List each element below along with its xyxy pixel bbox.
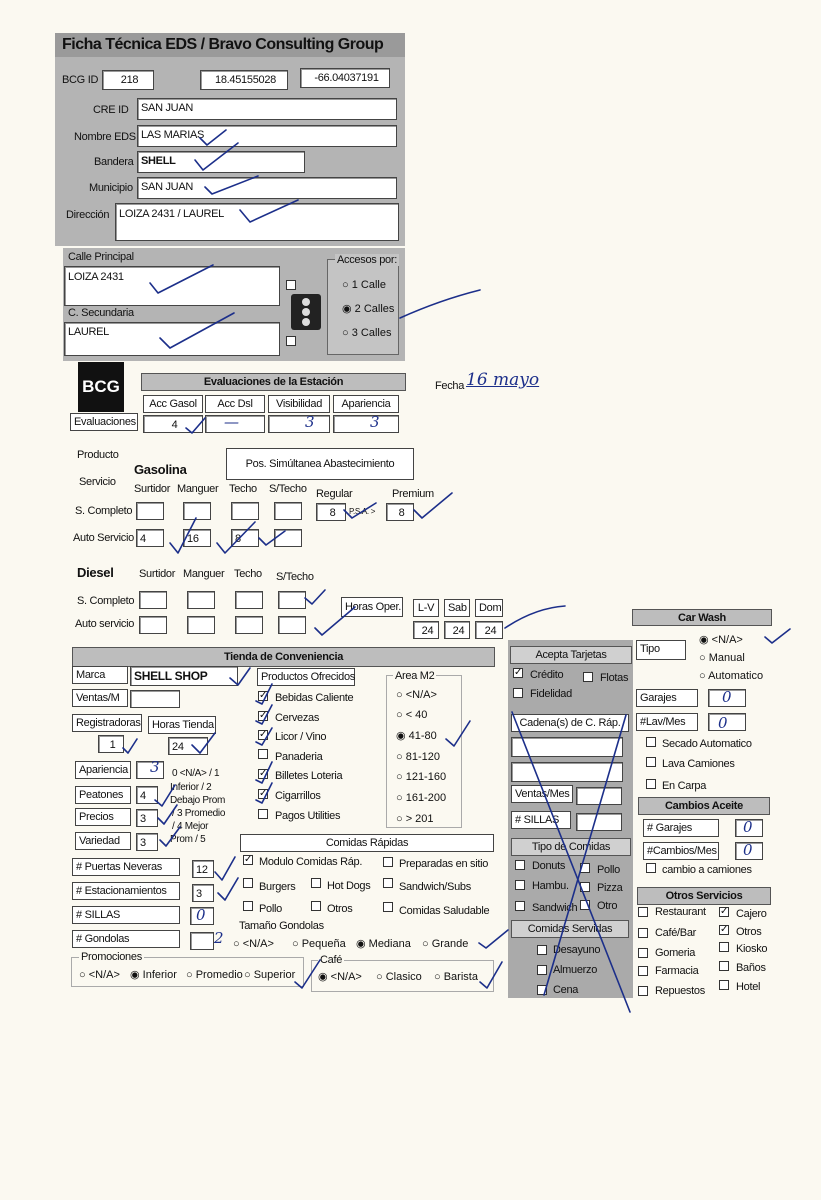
gondolas-hand: 2 — [214, 929, 224, 947]
area-radio-201[interactable]: ○ > 201 — [396, 813, 434, 825]
estac-field[interactable]: 3 — [192, 884, 214, 902]
tipo-pizza-checkbox[interactable] — [580, 882, 590, 892]
servidas-header: Comidas Servidas — [511, 920, 629, 938]
dsl-col-stecho: S/Techo — [276, 571, 314, 583]
scale-2b: Debajo Prom — [170, 795, 226, 806]
tarjetas-credito-label: Crédito — [530, 669, 564, 681]
area-radio-na[interactable]: ○ <N/A> — [396, 689, 437, 701]
otros-cajero-checkbox[interactable]: ✓ — [720, 906, 729, 917]
dsl-completo-stecho[interactable] — [278, 591, 306, 609]
accesos-radio-2[interactable]: ◉ 2 Calles — [342, 303, 395, 315]
modulo-checkbox[interactable]: ✓ — [244, 854, 253, 865]
fecha-label: Fecha — [435, 380, 465, 392]
saludable-checkbox[interactable] — [383, 902, 393, 912]
tamano-radio-grande[interactable]: ○ Grande — [422, 938, 469, 950]
productos-header: Productos Ofrecidos — [257, 668, 355, 686]
tamano-label: Tamaño Gondolas — [239, 920, 324, 932]
prod-panaderia-label: Panaderia — [275, 751, 323, 763]
bandera-field[interactable]: SHELL — [137, 151, 305, 173]
direccion-field[interactable]: LOIZA 2431 / LAUREL — [115, 203, 399, 241]
calle-secundaria-label: C. Secundaria — [68, 307, 134, 319]
gondolas-label: # Gondolas — [72, 930, 180, 948]
otros-otros-label: Otros — [736, 926, 762, 938]
preparadas-checkbox[interactable] — [383, 857, 393, 867]
carwash-radio-manual[interactable]: ○ Manual — [699, 652, 745, 664]
fecha-value: 16 mayo — [466, 370, 540, 390]
diesel-title: Diesel — [77, 565, 114, 580]
promo-radio-inferior[interactable]: ◉ Inferior — [130, 969, 177, 981]
horas-tienda-label: Horas Tienda — [148, 716, 216, 734]
check-puertas — [215, 857, 235, 880]
cafe-radio-clasico[interactable]: ○ Clasico — [376, 971, 422, 983]
dsl-col-manguer: Manguer — [183, 568, 225, 580]
gas-auto-manguer[interactable]: 16 — [183, 529, 211, 547]
prod-billetes-checkbox[interactable]: ✓ — [259, 768, 268, 779]
peatones-field[interactable]: 4 — [136, 786, 158, 804]
municipio-field[interactable]: SAN JUAN — [137, 177, 397, 199]
bcg-id-label: BCG ID — [62, 74, 99, 86]
otros-hotel-label: Hotel — [736, 981, 761, 993]
cadena-ventas-field[interactable] — [576, 787, 622, 805]
otros-repuestos-label: Repuestos — [655, 985, 705, 997]
otros-farmacia-checkbox[interactable] — [638, 966, 648, 976]
check-estac — [218, 878, 238, 900]
eval-col-visibilidad: Visibilidad — [268, 395, 330, 413]
variedad-field[interactable]: 3 — [136, 833, 158, 851]
cafe-label: Café — [320, 954, 343, 966]
carwash-header: Car Wash — [632, 609, 772, 626]
otros-gomeria-label: Gomeria — [655, 947, 696, 959]
check-carwash — [765, 629, 790, 643]
burgers-checkbox[interactable] — [243, 878, 253, 888]
prod-cervezas-checkbox[interactable]: ✓ — [259, 710, 268, 721]
municipio-label: Municipio — [89, 182, 133, 194]
evaluaciones-row-label: Evaluaciones — [70, 413, 138, 431]
prod-billetes-label: Billetes Loteria — [275, 770, 343, 782]
gondolas-field[interactable] — [190, 932, 214, 950]
precios-label: Precios — [75, 808, 131, 826]
area-radio-40[interactable]: ○ < 40 — [396, 709, 428, 721]
carwash-garajes-label: Garajes — [636, 689, 698, 707]
prod-cigarrillos-label: Cigarrillos — [275, 790, 321, 802]
direccion-label: Dirección — [66, 209, 110, 221]
sandwich-checkbox[interactable] — [383, 878, 393, 888]
horas-lv-value[interactable]: 24 — [413, 621, 439, 639]
cre-id-label: CRE ID — [93, 104, 129, 116]
promo-radio-superior[interactable]: ○ Superior — [244, 969, 296, 981]
tamano-radio-na[interactable]: ○ <N/A> — [233, 938, 274, 950]
dsl-auto-manguer[interactable] — [187, 616, 215, 634]
otros-otros-checkbox[interactable]: ✓ — [720, 924, 729, 935]
regular-label: Regular — [316, 488, 353, 500]
dsl-row-auto-label: Auto servicio — [75, 618, 135, 630]
carwash-secado-label: Secado Automatico — [662, 738, 752, 750]
aceite-camiones-checkbox[interactable] — [646, 863, 656, 873]
dsl-completo-manguer[interactable] — [187, 591, 215, 609]
line-accesos — [400, 290, 480, 318]
evaluaciones-header: Evaluaciones de la Estación — [141, 373, 406, 391]
servidas-cena-checkbox[interactable] — [537, 985, 547, 995]
otros-cafe-label: Café/Bar — [655, 927, 697, 939]
prod-cigarrillos-checkbox[interactable]: ✓ — [259, 788, 268, 799]
otros-restaurant-label: Restaurant — [655, 906, 706, 918]
prod-licor-label: Licor / Vino — [275, 731, 327, 743]
tipo-otro-checkbox[interactable] — [580, 900, 590, 910]
dsl-col-surtidor: Surtidor — [139, 568, 176, 580]
gas-row-auto-label: Auto Servicio — [73, 532, 134, 544]
apariencia-hand: 3 — [150, 758, 160, 776]
dsl-auto-techo[interactable] — [235, 616, 263, 634]
gas-col-surtidor: Surtidor — [134, 483, 171, 495]
aceite-garajes-hand: 0 — [743, 818, 753, 836]
carwash-camiones-label: Lava Camiones — [662, 758, 735, 770]
tipo-comidas-header: Tipo de Comidas — [511, 838, 631, 856]
saludable-label: Comidas Saludable — [399, 905, 490, 917]
cadena-ventas-label: Ventas/Mes — [511, 785, 573, 803]
otros-hotel-checkbox[interactable] — [719, 980, 729, 990]
accesos-radio-3[interactable]: ○ 3 Calles — [342, 327, 392, 339]
scale-4: / 4 Mejor — [172, 821, 209, 832]
servidas-cena-label: Cena — [553, 984, 579, 996]
nombre-label: Nombre EDS — [74, 131, 136, 143]
tarjetas-fidelidad-checkbox[interactable] — [513, 688, 523, 698]
peatones-label: Peatones — [75, 786, 131, 804]
eval-dsl-hand: — — [224, 413, 239, 431]
longitude-field[interactable]: -66.04037191 — [300, 68, 390, 88]
sillas-hand: 0 — [196, 906, 206, 924]
otros-kiosko-checkbox[interactable] — [719, 942, 729, 952]
bcg-id-field[interactable]: 218 — [102, 70, 154, 90]
scale-1: 0 <N/A> / 1 — [172, 768, 220, 779]
sillas-label: # SILLAS — [72, 906, 180, 924]
otros-repuestos-checkbox[interactable] — [638, 986, 648, 996]
tarjetas-credito-checkbox[interactable]: ✓ — [514, 667, 523, 678]
cadena-field-1[interactable] — [511, 737, 623, 757]
calle-principal-label: Calle Principal — [68, 251, 134, 263]
modulo-label: Modulo Comidas Ráp. — [259, 856, 363, 868]
marca-field[interactable]: SHELL SHOP — [130, 666, 238, 686]
estac-label: # Estacionamientos — [72, 882, 180, 900]
gas-auto-techo[interactable]: 8 — [231, 529, 259, 547]
carwash-radio-auto[interactable]: ○ Automatico — [699, 670, 764, 682]
latitude-field[interactable]: 18.45155028 — [200, 70, 288, 90]
gas-col-manguer: Manguer — [177, 483, 219, 495]
calle-principal-field[interactable]: LOIZA 2431 — [64, 266, 280, 306]
ventas-label: Ventas/M — [72, 689, 128, 707]
tarjetas-header: Acepta Tarjetas — [510, 646, 632, 664]
puertas-field[interactable]: 12 — [192, 860, 214, 878]
prod-panaderia-checkbox[interactable] — [258, 749, 268, 759]
gasolina-title: Gasolina — [134, 462, 187, 477]
tipo-hambu-checkbox[interactable] — [515, 880, 525, 890]
scale-3: / 3 Promedio — [172, 808, 226, 819]
tipo-donuts-checkbox[interactable] — [515, 860, 525, 870]
aceite-garajes-label: # Garajes — [643, 819, 719, 837]
premium-label: Premium — [392, 488, 434, 500]
prod-licor-checkbox[interactable]: ✓ — [259, 729, 268, 740]
gas-col-techo: Techo — [229, 483, 257, 495]
tamano-radio-pequena[interactable]: ○ Pequeña — [292, 938, 346, 950]
apariencia-label: Apariencia — [75, 761, 131, 779]
cadena-sillas-label: # SILLAS — [511, 811, 571, 829]
cadena-field-2[interactable] — [511, 762, 623, 782]
tipo-pizza-label: Pizza — [597, 882, 623, 894]
eval-col-dsl: Acc Dsl — [205, 395, 265, 413]
servicio-label: Servicio — [79, 476, 116, 488]
otros-kiosko-label: Kiosko — [736, 943, 768, 955]
pos-simultanea-label: Pos. Simúltanea Abastecimiento — [226, 448, 414, 480]
eval-apariencia-value[interactable] — [333, 415, 399, 433]
area-radio-121-160[interactable]: ○ 121-160 — [396, 771, 447, 783]
horas-col-sab: Sab — [444, 599, 470, 617]
form-title: Ficha Técnica EDS / Bravo Consulting Group — [62, 36, 384, 53]
servidas-almuerzo-checkbox[interactable] — [537, 965, 547, 975]
horas-sab-value[interactable]: 24 — [444, 621, 470, 639]
registradoras-label: Registradoras — [72, 714, 142, 732]
otros-comida-checkbox[interactable] — [311, 901, 321, 911]
tipo-donuts-label: Donuts — [532, 860, 566, 872]
otros-banos-label: Baños — [736, 962, 766, 974]
preparadas-label: Preparadas en sitio — [399, 858, 489, 870]
carwash-lav-hand: 0 — [718, 714, 728, 732]
calle-secundaria-checkbox[interactable] — [286, 336, 296, 346]
puertas-label: # Puertas Neveras — [72, 858, 180, 876]
line-horas — [505, 606, 565, 628]
area-radio-81-120[interactable]: ○ 81-120 — [396, 751, 440, 763]
carwash-garajes-hand: 0 — [722, 688, 732, 706]
tamano-radio-mediana[interactable]: ◉ Mediana — [356, 938, 411, 950]
otros-banos-checkbox[interactable] — [719, 961, 729, 971]
cadena-sillas-field[interactable] — [576, 813, 622, 831]
otros-header: Otros Servicios — [637, 887, 771, 905]
carwash-secado-checkbox[interactable] — [646, 737, 656, 747]
dsl-col-techo: Techo — [234, 568, 262, 580]
traffic-light-icon — [291, 294, 321, 330]
eval-visibilidad-hand: 3 — [305, 413, 315, 431]
servidas-desayuno-label: Desayuno — [553, 944, 601, 956]
accesos-label: Accesos por: — [337, 254, 397, 266]
hotdogs-label: Hot Dogs — [327, 880, 371, 892]
aceite-header: Cambios Aceite — [638, 797, 770, 815]
scale-5: Prom / 5 — [170, 834, 206, 845]
tarjetas-fidelidad-label: Fidelidad — [530, 688, 572, 700]
dsl-auto-surtidor[interactable] — [139, 616, 167, 634]
check-tamano — [479, 930, 508, 948]
calle-principal-checkbox[interactable] — [286, 280, 296, 290]
horas-tienda-field[interactable]: 24 — [168, 737, 208, 755]
variedad-label: Variedad — [75, 832, 131, 850]
dsl-auto-stecho[interactable] — [278, 616, 306, 634]
aceite-camiones-label: cambio a camiones — [662, 864, 752, 876]
otros-gomeria-checkbox[interactable] — [638, 948, 648, 958]
carwash-radio-na[interactable]: ◉ <N/A> — [699, 634, 743, 646]
otros-cafe-checkbox[interactable] — [638, 928, 648, 938]
aceite-cambios-label: #Cambios/Mes — [643, 842, 719, 860]
bandera-label: Bandera — [94, 156, 134, 168]
servidas-almuerzo-label: Almuerzo — [553, 964, 598, 976]
bcg-logo: BCG — [78, 362, 124, 412]
precios-field[interactable]: 3 — [136, 809, 158, 827]
carwash-camiones-checkbox[interactable] — [646, 757, 656, 767]
tarjetas-flotas-label: Flotas — [600, 672, 629, 684]
otros-cajero-label: Cajero — [736, 908, 767, 920]
otros-farmacia-label: Farmacia — [655, 965, 699, 977]
eval-apariencia-hand: 3 — [370, 413, 380, 431]
ventas-field[interactable] — [130, 690, 180, 708]
tipo-sandwich-label: Sandwich — [532, 902, 578, 914]
check-registradoras — [123, 739, 137, 753]
horas-col-lv: L-V — [413, 599, 439, 617]
check-dsl-stecho — [305, 590, 325, 604]
cafe-radio-barista[interactable]: ○ Barista — [434, 971, 478, 983]
hotdogs-checkbox[interactable] — [311, 878, 321, 888]
registradoras-field[interactable]: 1 — [98, 735, 124, 753]
tarjetas-flotas-checkbox[interactable] — [583, 672, 593, 682]
tipo-otro-label: Otro — [597, 900, 618, 912]
promo-radio-promedio[interactable]: ○ Promedio — [186, 969, 243, 981]
prod-cervezas-label: Cervezas — [275, 712, 320, 724]
carwash-lav-label: #Lav/Mes — [636, 713, 698, 731]
calle-secundaria-field[interactable]: LAUREL — [64, 322, 280, 356]
area-label: Area M2 — [395, 670, 435, 682]
regular-value[interactable]: 8 — [316, 503, 346, 521]
aceite-cambios-hand: 0 — [743, 841, 753, 859]
otros-restaurant-checkbox[interactable] — [638, 907, 648, 917]
cafe-radio-na[interactable]: ◉ <N/A> — [318, 971, 362, 983]
nombre-field[interactable]: LAS MARIAS — [137, 125, 397, 147]
premium-value[interactable]: 8 — [386, 503, 414, 521]
tipo-pollo-label: Pollo — [597, 864, 620, 876]
cadena-header: Cadena(s) de C. Ráp. — [511, 714, 629, 732]
pollo-label: Pollo — [259, 903, 282, 915]
eval-col-apariencia: Apariencia — [333, 395, 399, 413]
tipo-hambu-label: Hambu. — [532, 880, 569, 892]
promo-radio-na[interactable]: ○ <N/A> — [79, 969, 120, 981]
gas-completo-techo[interactable] — [231, 502, 259, 520]
dsl-completo-techo[interactable] — [235, 591, 263, 609]
carwash-carpa-checkbox[interactable] — [646, 779, 656, 789]
scale-2: Inferior / 2 — [170, 782, 212, 793]
prod-bebidas-checkbox[interactable]: ✓ — [259, 690, 268, 701]
gas-col-stecho: S/Techo — [269, 483, 307, 495]
area-radio-41-80[interactable]: ◉ 41-80 — [396, 730, 437, 742]
dsl-completo-surtidor[interactable] — [139, 591, 167, 609]
gas-completo-manguer[interactable] — [183, 502, 211, 520]
comidas-header: Comidas Rápidas — [240, 834, 494, 852]
gas-completo-surtidor[interactable] — [136, 502, 164, 520]
cre-id-field[interactable]: SAN JUAN — [137, 98, 397, 120]
sandwich-label: Sandwich/Subs — [399, 881, 471, 893]
eval-visibilidad-value[interactable] — [268, 415, 330, 433]
eval-gasol-value[interactable]: 4 — [143, 415, 203, 433]
gas-completo-stecho[interactable] — [274, 502, 302, 520]
gas-auto-surtidor[interactable]: 4 — [136, 529, 164, 547]
carwash-tipo-label: Tipo — [636, 640, 686, 660]
tienda-header: Tienda de Conveniencia — [72, 647, 495, 667]
prod-pagos-label: Pagos Utilities — [275, 810, 341, 822]
horas-oper-label: Horas Oper. — [341, 597, 403, 617]
horas-dom-value[interactable]: 24 — [475, 621, 503, 639]
dsl-row-completo-label: S. Completo — [77, 595, 135, 607]
pollo-checkbox[interactable] — [243, 901, 253, 911]
eval-col-gasol: Acc Gasol — [143, 395, 203, 413]
psa-label: P.S.A. > — [349, 507, 376, 516]
servidas-desayuno-checkbox[interactable] — [537, 945, 547, 955]
gas-row-completo-label: S. Completo — [75, 505, 133, 517]
horas-col-dom: Dom — [475, 599, 503, 617]
accesos-radio-1[interactable]: ○ 1 Calle — [342, 279, 386, 291]
promociones-label: Promociones — [81, 951, 142, 963]
producto-label: Producto — [77, 449, 119, 461]
gas-auto-stecho[interactable] — [274, 529, 302, 547]
tipo-sandwich-checkbox[interactable] — [515, 901, 525, 911]
prod-pagos-checkbox[interactable] — [258, 809, 268, 819]
marca-label: Marca — [72, 666, 128, 684]
prod-bebidas-label: Bebidas Caliente — [275, 692, 354, 704]
tipo-pollo-checkbox[interactable] — [580, 863, 590, 873]
burgers-label: Burgers — [259, 881, 296, 893]
otros-comida-label: Otros — [327, 903, 353, 915]
area-radio-161-200[interactable]: ○ 161-200 — [396, 792, 447, 804]
carwash-carpa-label: En Carpa — [662, 780, 707, 792]
